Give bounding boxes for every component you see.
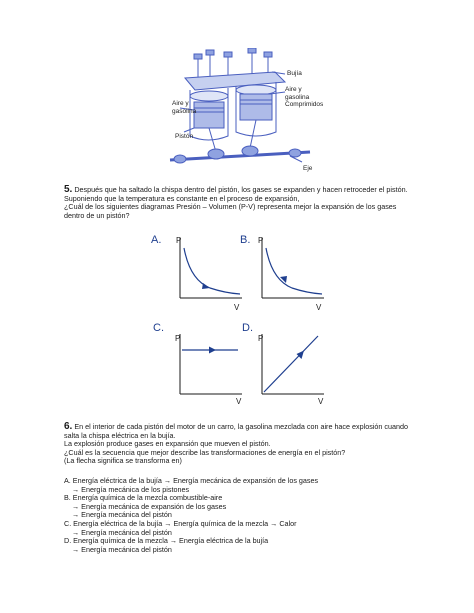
label-line: gasolina	[285, 93, 310, 101]
option-a-cont: → Energía mecánica de los pistones	[72, 484, 190, 494]
isotherm-curve	[184, 248, 240, 294]
q5-number: 5.	[64, 184, 73, 195]
aire-gasolina-comprimidos-label	[285, 86, 323, 109]
q6-line-3: La explosión produce gases en expansión que mueven el pistón.	[64, 439, 271, 449]
curve-arrow	[280, 276, 287, 283]
piston-label: Pistón	[175, 133, 194, 140]
diagonal-line	[264, 336, 318, 392]
aire-gasolina-label	[172, 100, 196, 115]
q6-line-5: (La flecha significa se transforma en)	[64, 456, 182, 466]
label-line: Aire y	[285, 86, 302, 93]
diagram-a-v-label: V	[234, 303, 240, 312]
diagram-b-v-label: V	[316, 303, 322, 312]
diagram-b-letter: B.	[240, 234, 251, 246]
question-5	[64, 186, 408, 220]
diagram-b-plot	[252, 236, 327, 306]
label-line: Comprimidos	[285, 101, 324, 108]
label-line: Aire y	[172, 100, 189, 107]
option-d: D. Energía química de la mezcla → Energía eléctrica de la bujía	[64, 536, 269, 546]
bujia-label: Bujía	[287, 70, 302, 77]
diagram-c-v-label: V	[236, 397, 242, 406]
q5-line-3: ¿Cuál de los siguientes diagramas Presión – Volumen (P-V) representa mejor la expansión de los gases	[64, 202, 397, 212]
option-c-cont: → Energía mecánica del pistón	[72, 527, 172, 537]
diagram-a-letter: A.	[151, 234, 162, 246]
line-arrow	[209, 347, 216, 354]
question-6	[64, 423, 408, 466]
diagram-d-letter: D.	[242, 322, 253, 334]
q6-line-4: ¿Cuál es la secuencia que mejor describe las transformaciones de energía en el pistón?	[64, 447, 346, 457]
curve-arrow	[202, 283, 210, 289]
diagram-a-p-label: P	[176, 236, 182, 245]
diagram-c-p-label: P	[175, 334, 181, 343]
diagram-d-p-label: P	[258, 334, 264, 343]
diagram-b-p-label: P	[258, 236, 264, 245]
q5-text: Después que ha saltado la chispa dentro del pistón, los gases se expanden y hacen retroceder el pistón.	[74, 185, 408, 194]
option-d-cont: → Energía mecánica del pistón	[72, 544, 172, 554]
option-b: B. Energía química de la mezcla combustible-aire	[64, 493, 223, 503]
q5-line-2: Suponiendo que la temperatura es constante en el proceso de expansión,	[64, 193, 300, 203]
diagram-a-plot	[170, 236, 245, 306]
label-line: gasolina	[172, 107, 197, 115]
q6-line-2: salta la chispa eléctrica en la bujía.	[64, 430, 176, 440]
option-c: C. Energía eléctrica de la bujía → Energía química de la mezcla → Calor	[64, 518, 297, 528]
diagram-d-v-label: V	[318, 397, 324, 406]
option-b-cont-1: → Energía mecánica de expansión de los gases	[72, 501, 227, 511]
q6-options	[64, 477, 318, 554]
q6-text: En el interior de cada pistón del motor de un carro, la gasolina mezclada con aire hace explosión cuando	[74, 422, 408, 431]
isotherm-curve	[266, 248, 322, 294]
q6-number: 6.	[64, 421, 73, 432]
q5-line-4: dentro de un pistón?	[64, 210, 130, 220]
option-a: A. Energía eléctrica de la bujía → Energía mecánica de expansión de los gases	[64, 476, 319, 485]
diagram-c-plot	[170, 332, 245, 402]
option-b-cont-2: → Energía mecánica del pistón	[72, 510, 172, 520]
diagram-c-letter: C.	[153, 322, 164, 334]
eje-label: Eje	[303, 165, 313, 172]
diagram-d-plot	[252, 332, 327, 402]
